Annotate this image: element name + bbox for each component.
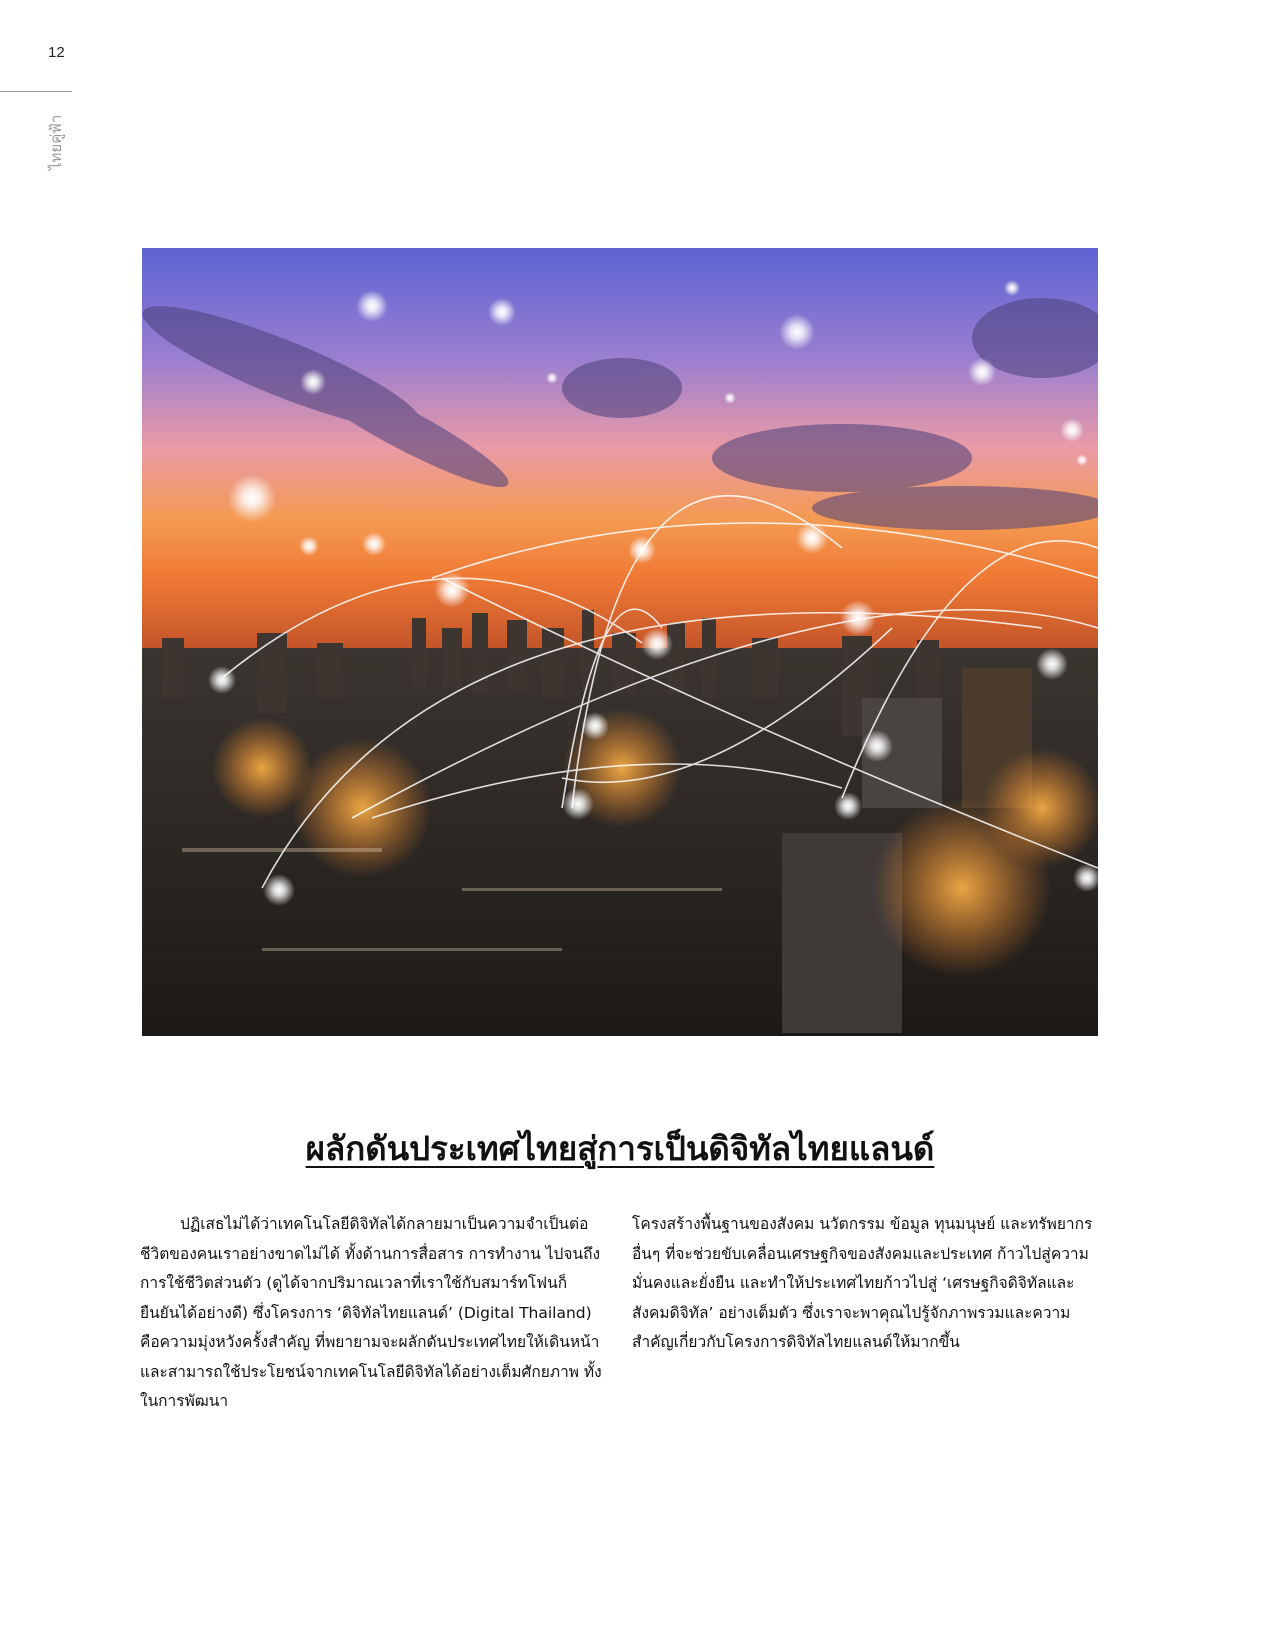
body-paragraph: โครงสร้างพื้นฐานของสังคม นวัตกรรม ข้อมูล ทุนมนุษย์ และทรัพยากรอื่นๆ ที่จะช่วยขับเคลื่อนเศรษฐกิจของสังคมและประเทศ ก้าวไปสู่ความมั่นคงและยั่งยืน และทำให้ประเทศไทยก้าวไปสู่ ‘เศรษฐกิจดิจิทัลและสังคมดิจิทัล’ อย่างเต็มตัว ซึ่งเราจะพาคุณไปรู้จักภาพรวมและความสำคัญเกี่ยวกับโครงการดิจิทัลไทยแลนด์ให้มากขึ้น — [632, 1215, 1093, 1351]
body-paragraph: ปฏิเสธไม่ได้ว่าเทคโนโลยีดิจิทัลได้กลายมาเป็นความจำเป็นต่อชีวิตของคนเราอย่างขาดไม่ได้ ทั้งด้านการสื่อสาร การทำงาน ไปจนถึงการใช้ชีวิตส่วนตัว (ดูได้จากปริมาณเวลาที่เราใช้กับสมาร์ทโฟนก็ยืนยันได้อย่างดี) ซึ่งโครงการ ‘ดิจิทัลไทยแลนด์’ (Digital Thailand) คือความมุ่งหวังครั้งสำคัญ ที่พยายามจะผลักดันประเทศไทยให้เดินหน้าและสามารถใช้ประโยชน์จากเทคโนโลยีดิจิทัลได้อย่างเต็มศักยภาพ ทั้งในการพัฒนา — [140, 1215, 602, 1410]
section-label: ไทยคู่ฟ้า — [47, 114, 65, 170]
article-body-right — [632, 1210, 1098, 1358]
city-network-photo-icon — [142, 248, 1098, 1036]
article-title: ผลักดันประเทศไทยสู่การเป็นดิจิทัลไทยแลนด์ — [305, 1129, 935, 1168]
article-body-left — [140, 1210, 606, 1417]
header-divider — [0, 91, 72, 92]
hero-photo — [142, 248, 1098, 1036]
page-number: 12 — [48, 44, 65, 61]
